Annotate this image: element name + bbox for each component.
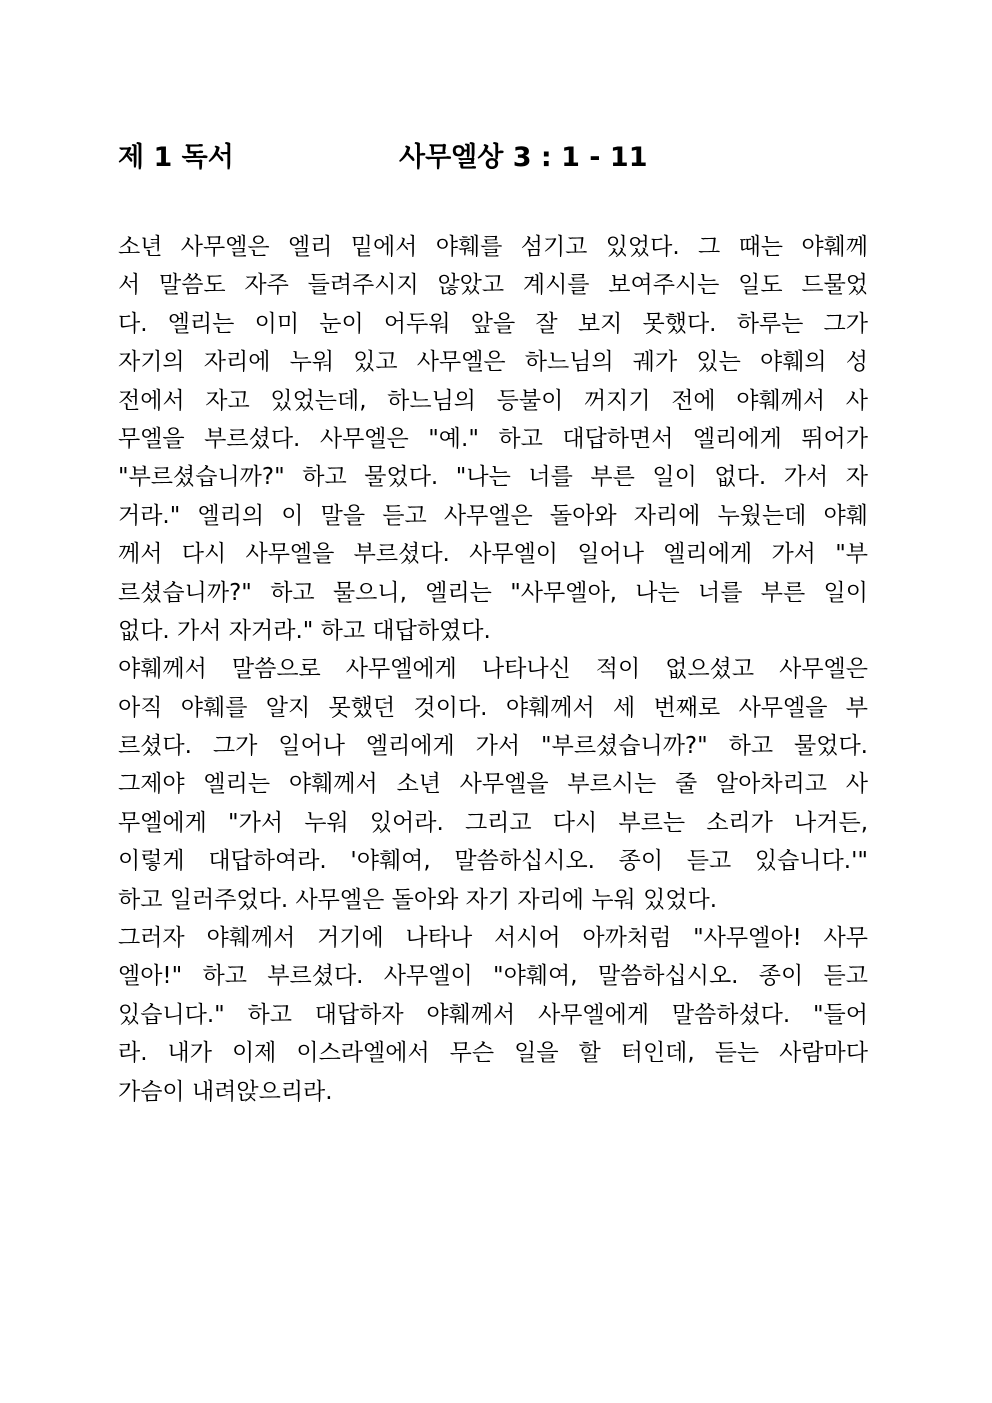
- text-line: 없다. 가서 자거라." 하고 대답하였다.: [118, 617, 491, 644]
- text-line: 라. 내가 이제 이스라엘에서 무슨 일을 할 터인데, 듣는 사람마다: [118, 1040, 868, 1067]
- text-line: 소년 사무엘은 엘리 밑에서 야훼를 섬기고 있었다. 그 때는 야훼께: [118, 234, 868, 260]
- text-line: 께서 다시 사무엘을 부르셨다. 사무엘이 일어나 엘리에게 가서 "부: [118, 541, 868, 568]
- text-line: 거라." 엘리의 이 말을 듣고 사무엘은 돌아와 자리에 누웠는데 야훼: [118, 502, 868, 529]
- text-line: 있습니다." 하고 대답하자 야훼께서 사무엘에게 말씀하셨다. "들어: [118, 1001, 868, 1028]
- text-line: 무엘에게 "가서 누워 있어라. 그리고 다시 부르는 소리가 나거든,: [118, 809, 868, 836]
- text-line: 아직 야훼를 알지 못했던 것이다. 야훼께서 세 번째로 사무엘을 부: [118, 694, 868, 721]
- text-line: 그러자 야훼께서 거기에 나타나 서시어 아까처럼 "사무엘아! 사무: [118, 925, 868, 952]
- text-line: 이렇게 대답하여라. '야훼여, 말씀하십시오. 종이 듣고 있습니다.'": [118, 848, 868, 875]
- text-line: "부르셨습니까?" 하고 물었다. "나는 너를 부른 일이 없다. 가서 자: [118, 464, 868, 491]
- scripture-reference: 사무엘상 3 : 1 - 11: [399, 142, 648, 173]
- text-line: 전에서 자고 있었는데, 하느님의 등불이 꺼지기 전에 야훼께서 사: [118, 387, 868, 414]
- text-line: 무엘을 부르셨다. 사무엘은 "예." 하고 대답하면서 엘리에게 뛰어가: [118, 425, 868, 452]
- reading-body: [118, 228, 868, 1111]
- text-line: 엘아!" 하고 부르셨다. 사무엘이 "야훼여, 말씀하십시오. 종이 듣고: [118, 963, 868, 990]
- text-line: 하고 일러주었다. 사무엘은 돌아와 자기 자리에 누워 있었다.: [118, 886, 718, 913]
- text-line: 그제야 엘리는 야훼께서 소년 사무엘을 부르시는 줄 알아차리고 사: [118, 771, 868, 798]
- text-line: 야훼께서 말씀으로 사무엘에게 나타나신 적이 없으셨고 사무엘은: [118, 656, 868, 683]
- text-line: 서 말씀도 자주 들려주시지 않았고 계시를 보여주시는 일도 드물었: [118, 272, 868, 299]
- section-label: 제 1 독서: [118, 142, 234, 173]
- reading-heading: [118, 138, 878, 178]
- text-line: 자기의 자리에 누워 있고 사무엘은 하느님의 궤가 있는 야훼의 성: [118, 349, 868, 376]
- text-line: 르셨다. 그가 일어나 엘리에게 가서 "부르셨습니까?" 하고 물었다.: [118, 733, 868, 760]
- text-line: 가슴이 내려앉으리라.: [118, 1078, 333, 1105]
- text-line: 르셨습니까?" 하고 물으니, 엘리는 "사무엘아, 나는 너를 부른 일이: [118, 579, 868, 606]
- text-line: 다. 엘리는 이미 눈이 어두워 앞을 잘 보지 못했다. 하루는 그가: [118, 310, 868, 337]
